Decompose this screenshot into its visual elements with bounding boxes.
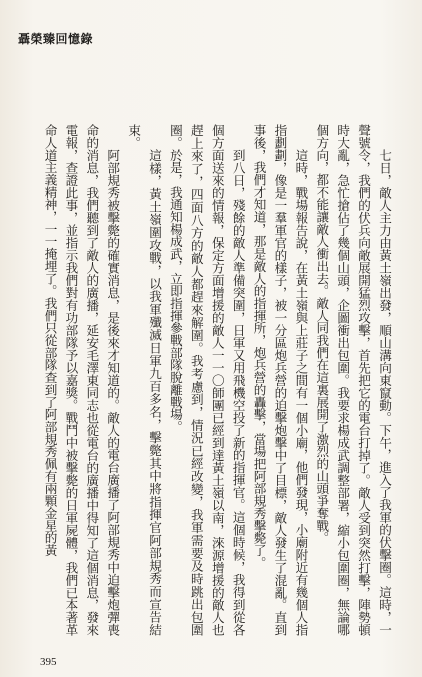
page-number: 395 <box>40 656 57 668</box>
paragraph: 到八日，殘餘的敵人準備突圍，日軍又用飛機空投了新的指揮官。這個時候，我得到從各個方面送來的情報，保定方面增援的敵人一一〇師團已經到達黃土嶺以南，淶源增援的敵人也趕上來了，四面八方的敵人都趕來解圍。我考慮到，情況已經改變，我軍需要及時跳出包圍圈。於是，我通知楊成武，立即指揮參戰部隊脫離戰場。 <box>167 124 246 636</box>
running-header: 聶榮臻回憶錄 <box>18 32 94 46</box>
paragraph: 阿部規秀被擊斃的確實消息，是後來才知道的。敵人的電台廣播了阿部規秀中迫擊炮彈喪命的消息，我們聽到了敵人的廣播，延安毛澤東同志也從電台的廣播中得知了這個消息，發來電報，查證此事，並指示我們對有功部隊予以嘉獎。戰鬥中被擊斃的日軍屍體，我們已本著革命人道主義精神，一一掩埋了。我們只從部隊查到了阿部規秀佩有兩顆金星的黃 <box>42 124 121 636</box>
paragraph: 七日，敵人主力由黃土嶺出發，順山溝向東竄動。下午，進入了我軍的伏擊圈。這時，一聲號令，我們的伏兵向敵展開猛烈攻擊，首先把它的電台打掉了。敵人受到突然打擊，陣勢頓時大亂，急忙搶佔了幾個山頭，企圖衝出包圍。我要求楊成武調整部署，縮小包圍圈，無論哪個方向，都不能讓敵人衝出去。敵人同我們在這裏展開了激烈的山頭爭奪戰。 <box>314 124 392 636</box>
paragraph: 這時，戰場報告說，在黃土嶺與上莊子之間有一個小廟，他們發現，小廟附近有幾個人指指劃劃，像是一羣軍官的樣子，被一分區炮兵營的迫擊炮擊中了目標，敵人發生了混亂。直到事後，我們才知道，那是敵人的指揮所，炮兵營的轟擊，當場把阿部規秀擊斃了。 <box>251 124 309 636</box>
paragraph: 這樣，黃土嶺圍攻戰，以我軍殲滅日軍九百多名，擊斃其中將指揮官阿部規秀而宣告結束。 <box>126 124 163 636</box>
body-text <box>22 124 394 636</box>
